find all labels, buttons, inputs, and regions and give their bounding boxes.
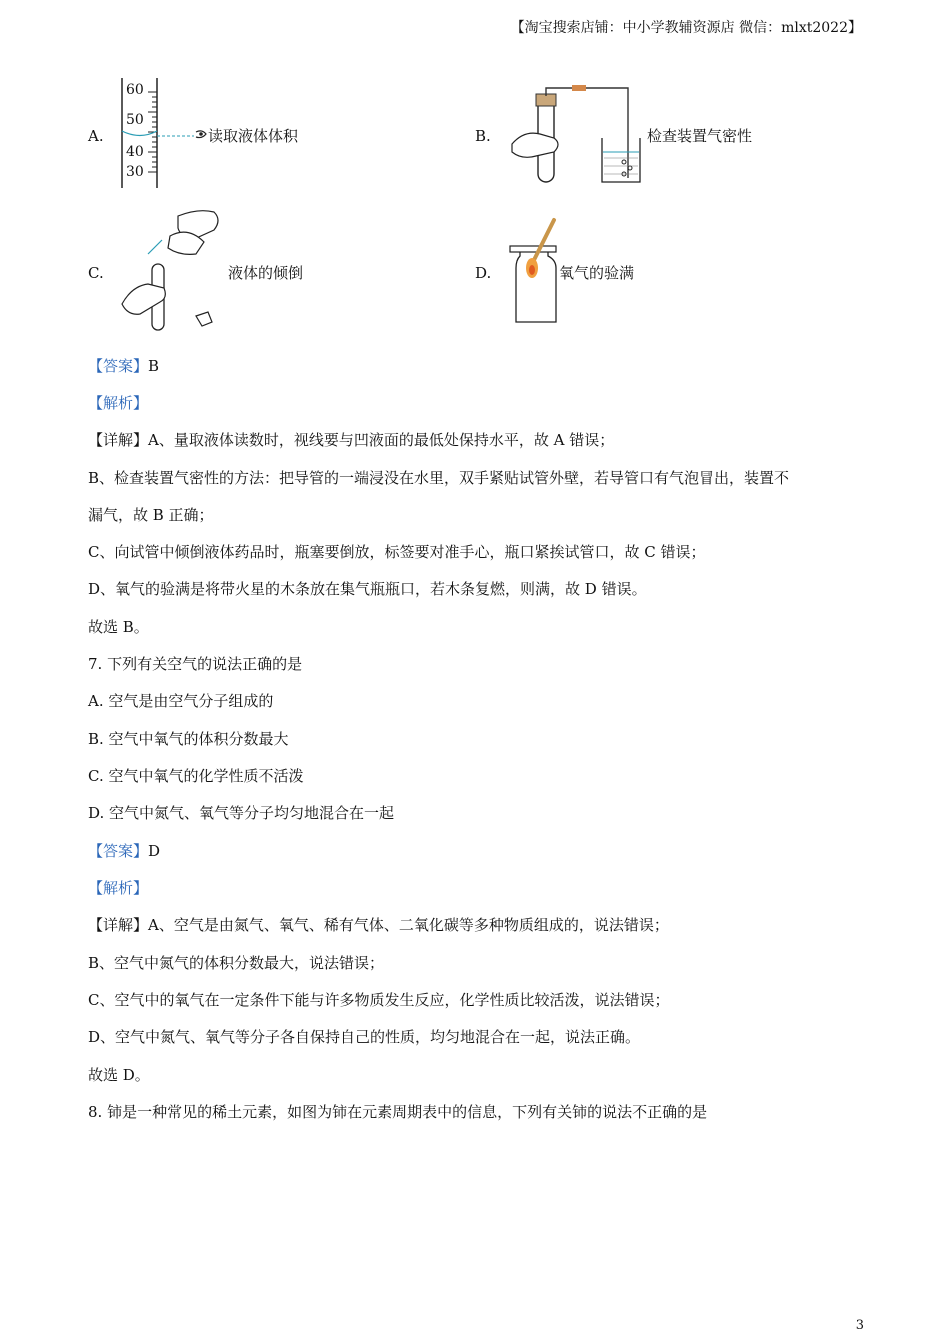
option-a-letter: A. bbox=[88, 127, 104, 145]
option-c-letter: C. bbox=[88, 264, 104, 282]
option-b-caption: 检查装置气密性 bbox=[647, 127, 753, 145]
q7-choice-b: B. 空气中氧气的体积分数最大 bbox=[88, 730, 289, 748]
cylinder-scale-60: 60 bbox=[126, 82, 144, 98]
q7-detail-tag: 【详解】 bbox=[88, 916, 149, 934]
airtightness-apparatus-figure bbox=[506, 82, 646, 187]
page-number: 3 bbox=[855, 1318, 864, 1333]
q7-detail-line-4: D、空气中氮气、氧气等分子各自保持自己的性质，均匀地混合在一起，说法正确。 bbox=[88, 1028, 641, 1046]
page-header: 【淘宝搜索店铺：中小学教辅资源店 微信：mlxt2022】 bbox=[510, 20, 862, 36]
q7-answer: D bbox=[148, 842, 161, 860]
graduated-cylinder-figure bbox=[110, 76, 210, 191]
q6-conclusion: 故选 B。 bbox=[88, 618, 149, 636]
q6-answer-tag: 【答案】 bbox=[88, 357, 149, 375]
cylinder-scale-30: 30 bbox=[126, 164, 144, 180]
liquid-pouring-figure bbox=[118, 206, 228, 331]
q6-detail-tag: 【详解】 bbox=[88, 431, 149, 449]
q7-answer-line bbox=[88, 841, 160, 861]
q6-answer-line bbox=[88, 356, 159, 376]
option-b-letter: B. bbox=[475, 127, 491, 145]
q7-choice-c: C. 空气中氧气的化学性质不活泼 bbox=[88, 767, 304, 785]
q7-detail-text-1: A、空气是由氮气、氧气、稀有气体、二氧化碳等多种物质组成的，说法错误； bbox=[148, 916, 669, 934]
option-c-caption: 液体的倾倒 bbox=[228, 264, 304, 282]
cylinder-scale-40: 40 bbox=[126, 144, 144, 160]
q6-detail-line-5: D、氧气的验满是将带火星的木条放在集气瓶瓶口，若木条复燃，则满，故 D 错误。 bbox=[88, 580, 647, 598]
q6-analysis-tag: 【解析】 bbox=[88, 394, 149, 412]
q6-detail-text-1: A、量取液体读数时，视线要与凹液面的最低处保持水平，故 A 错误； bbox=[148, 431, 615, 449]
q7-conclusion: 故选 D。 bbox=[88, 1066, 150, 1084]
q7-analysis-tag: 【解析】 bbox=[88, 879, 149, 897]
q7-stem: 7. 下列有关空气的说法正确的是 bbox=[88, 655, 303, 673]
option-d-caption: 氧气的验满 bbox=[559, 264, 635, 282]
q6-detail-line-4: C、向试管中倾倒液体药品时，瓶塞要倒放，标签要对准手心，瓶口紧挨试管口，故 C 错误； bbox=[88, 543, 706, 561]
q8-stem: 8. 铈是一种常见的稀土元素，如图为铈在元素周期表中的信息，下列有关铈的说法不正确的是 bbox=[88, 1103, 708, 1121]
option-d-letter: D. bbox=[475, 264, 492, 282]
q7-detail-line-1 bbox=[88, 915, 669, 935]
cylinder-scale-50: 50 bbox=[126, 112, 144, 128]
q7-detail-line-3: C、空气中的氧气在一定条件下能与许多物质发生反应，化学性质比较活泼，说法错误； bbox=[88, 991, 670, 1009]
option-a-caption: 读取液体体积 bbox=[208, 127, 299, 145]
q7-answer-tag: 【答案】 bbox=[88, 842, 149, 860]
q7-choice-d: D. 空气中氮气、氧气等分子均匀地混合在一起 bbox=[88, 804, 395, 822]
q6-answer: B bbox=[148, 357, 160, 375]
q6-detail-line-2: B、检查装置气密性的方法：把导管的一端浸没在水里，双手紧贴试管外壁，若导管口有气泡冒出，装置不 bbox=[88, 469, 790, 487]
q7-choice-a: A. 空气是由空气分子组成的 bbox=[88, 692, 274, 710]
q7-detail-line-2: B、空气中氮气的体积分数最大，说法错误； bbox=[88, 954, 385, 972]
q6-detail-line-3: 漏气，故 B 正确； bbox=[88, 506, 214, 524]
q6-detail-line-1 bbox=[88, 430, 614, 450]
